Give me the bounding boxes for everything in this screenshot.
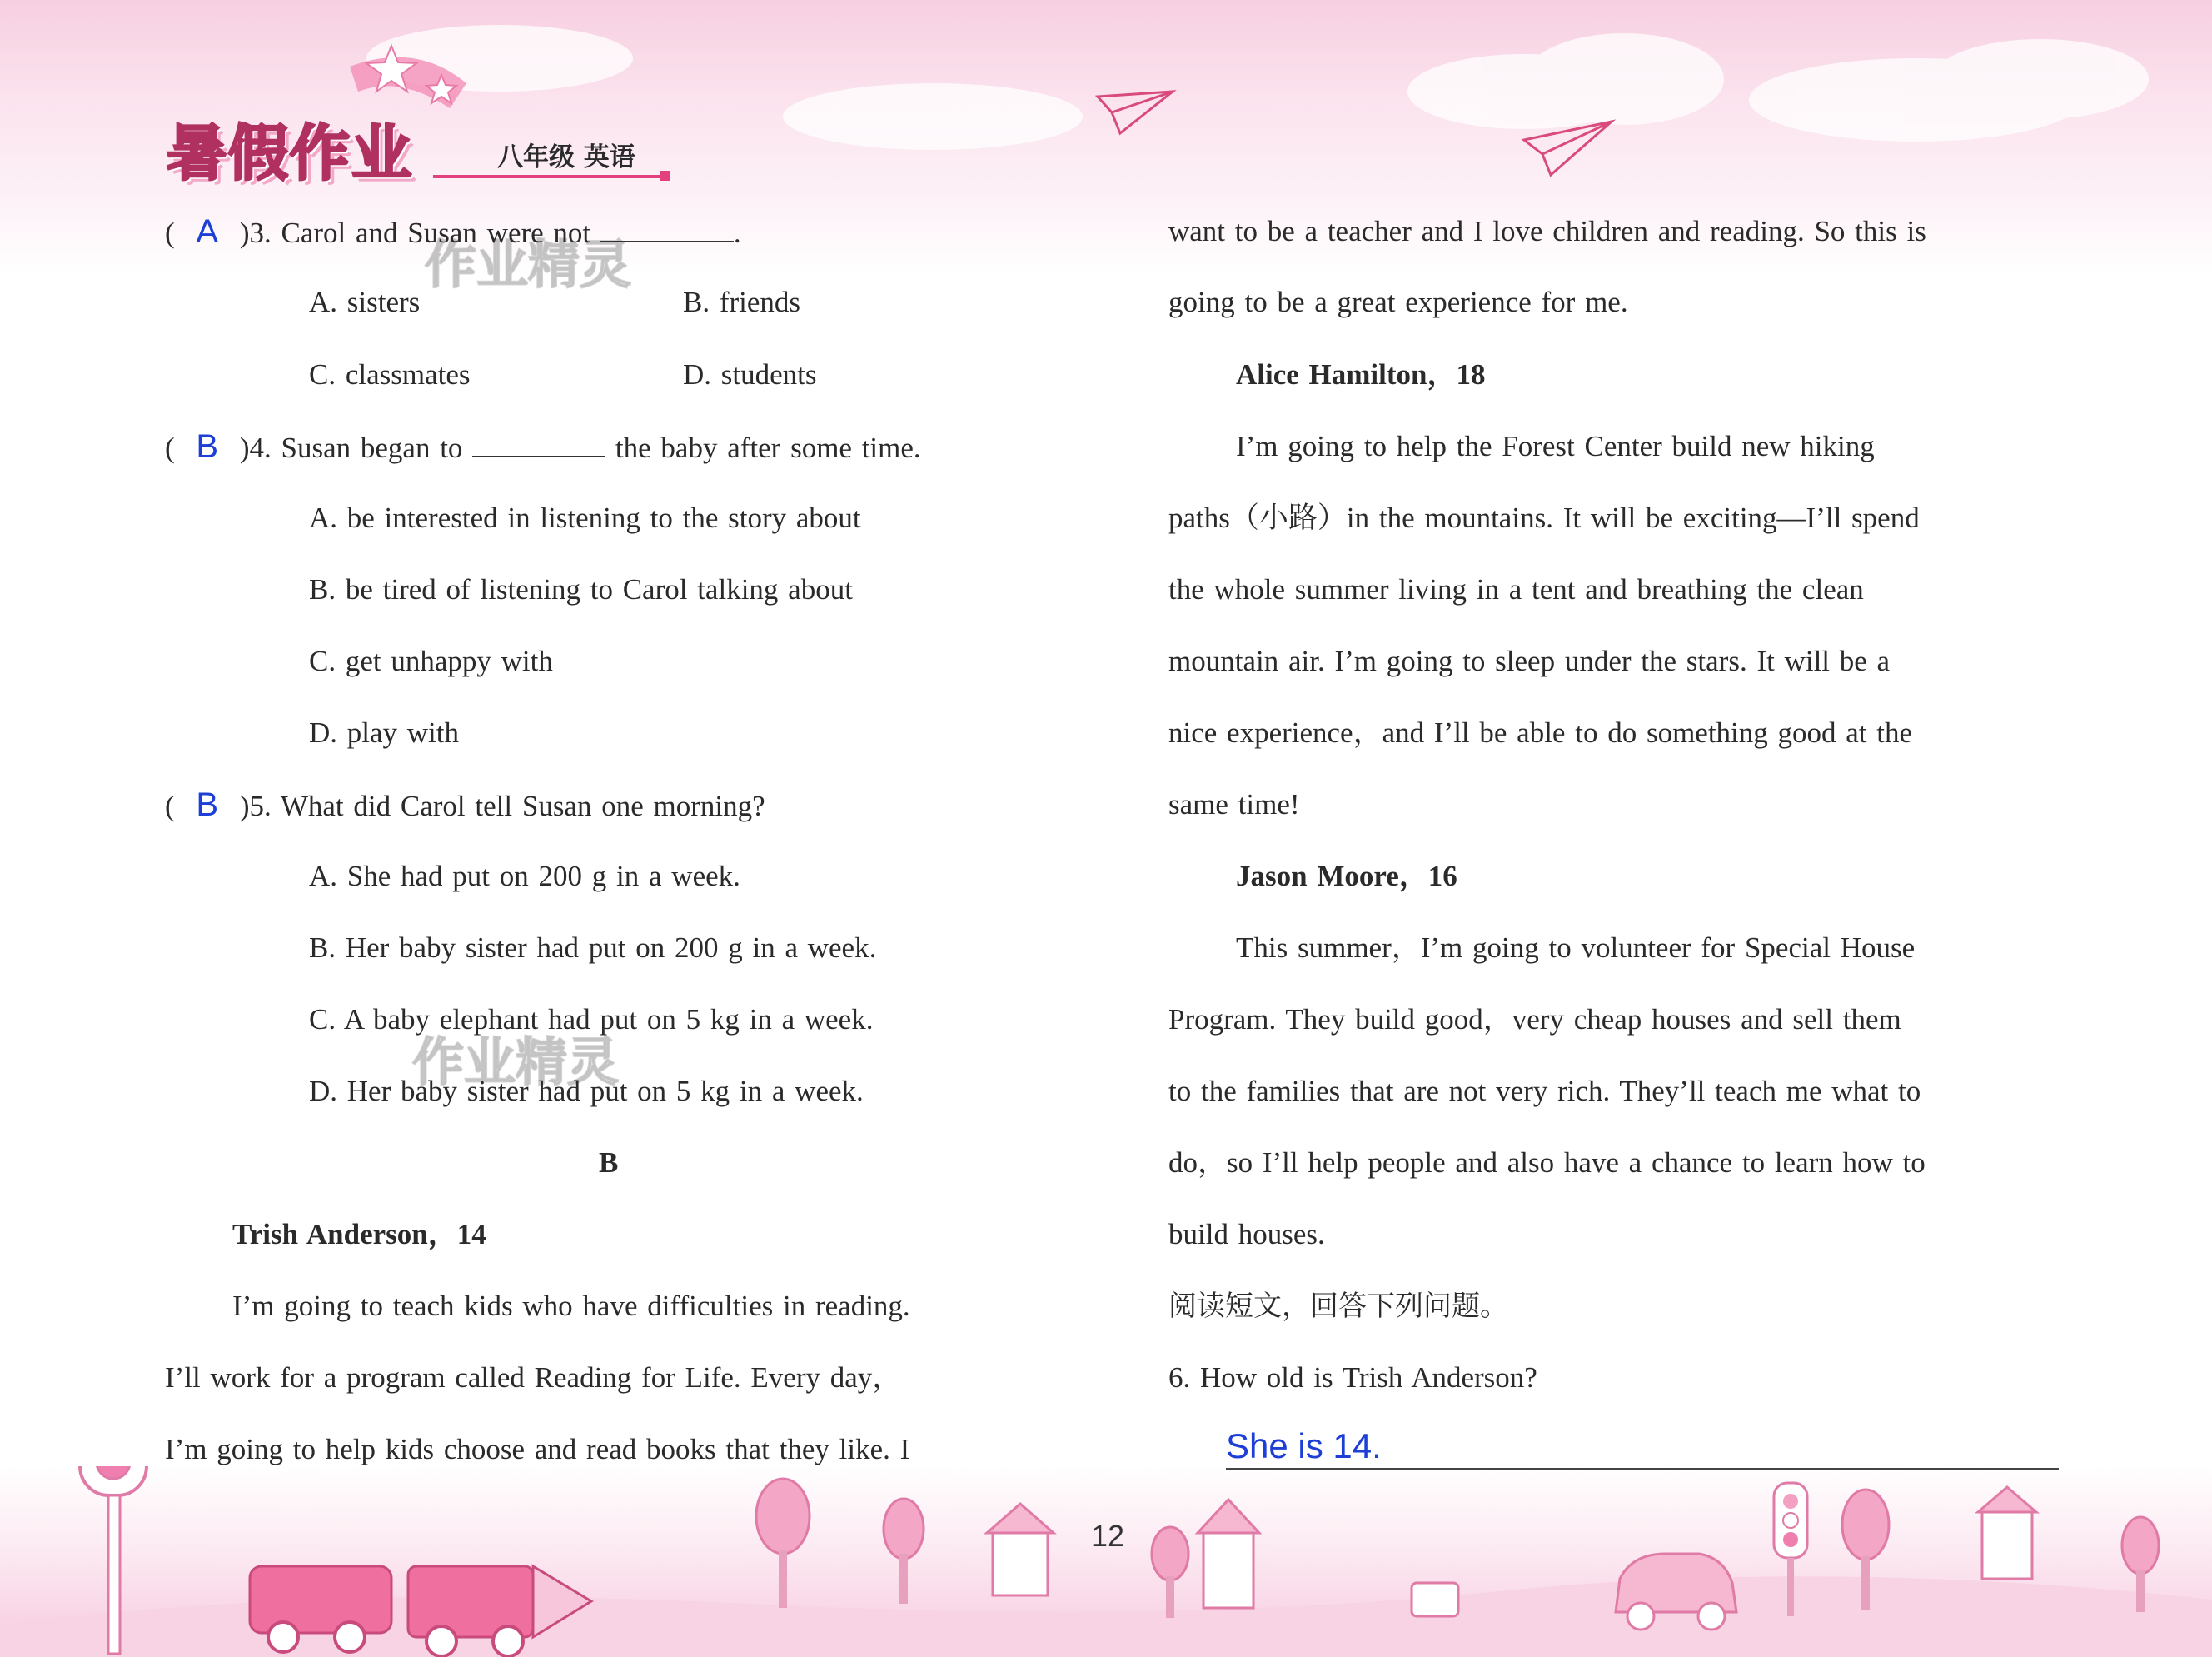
passage-line: paths（小路）in the mountains. It will be exciting—I’ll spend	[1168, 502, 1920, 534]
option: C. A baby elephant had put on 5 kg in a week.	[309, 1003, 874, 1036]
option: B. Her baby sister had put on 200 g in a week.	[309, 931, 877, 964]
footer-decoration	[0, 1466, 2212, 1657]
page-number: 12	[1091, 1519, 1125, 1553]
answer-letter: A	[196, 213, 219, 250]
option: C. get unhappy with	[309, 645, 553, 677]
passage-heading: Trish Anderson，14	[232, 1218, 486, 1250]
cloud-decoration	[366, 25, 2149, 150]
passage-line: same time!	[1168, 788, 1300, 821]
passage-line: I’m going to help kids choose and read books that they like. I	[165, 1433, 910, 1465]
option: D. students	[683, 358, 817, 391]
house-icon	[987, 1504, 1054, 1595]
passage-line: build houses.	[1168, 1218, 1325, 1250]
option: A. be interested in listening to the story about	[309, 502, 861, 534]
option: C. classmates	[309, 358, 471, 391]
question-5: ( B )5. What did Carol tell Susan one morning?	[165, 786, 765, 823]
blank-line	[472, 431, 605, 457]
section-label: B	[599, 1146, 619, 1179]
passage-line: do，so I’ll help people and also have a chance to learn how to	[1168, 1146, 1926, 1179]
option: A. She had put on 200 g in a week.	[309, 860, 740, 892]
watermark: 作业精灵	[425, 234, 632, 295]
paper-plane-icon	[1098, 92, 1173, 133]
grade-subject-label: 八年级 英语	[497, 142, 635, 172]
passage-line: the whole summer living in a tent and breathing the clean	[1168, 573, 1864, 606]
book-logo: 暑假作业	[167, 118, 414, 188]
passage-line: Program. They build good，very cheap houses and sell them	[1168, 1003, 1901, 1036]
option: D. Her baby sister had put on 5 kg in a week.	[309, 1075, 864, 1107]
tree-icon	[1152, 1527, 1188, 1618]
tree-icon	[884, 1499, 924, 1604]
answer-letter: B	[196, 428, 219, 465]
passage-line: to the families that are not very rich. They’ll teach me what to	[1168, 1075, 1921, 1107]
option: A. sisters	[309, 286, 421, 318]
passage-line: I’ll work for a program called Reading for Life. Every day，	[165, 1361, 902, 1394]
tree-icon	[756, 1479, 810, 1608]
passage-line: nice experience，and I’ll be able to do something good at the	[1168, 716, 1913, 749]
paper-plane-icon	[1524, 122, 1612, 175]
passage-heading: Alice Hamilton，18	[1236, 358, 1486, 391]
house-icon	[1198, 1500, 1259, 1608]
answer-letter: B	[196, 786, 219, 823]
passage-line: This summer，I’m going to volunteer for Special House	[1236, 931, 1916, 964]
option: B. friends	[683, 286, 801, 318]
answer-line[interactable]: She is 14.	[1226, 1425, 2059, 1470]
question-4: ( B )4. Susan began to the baby after some time.	[165, 428, 921, 465]
header-underline-dot	[660, 171, 670, 181]
instruction: 阅读短文，回答下列问题。	[1168, 1290, 1508, 1323]
question-3: ( A )3. Carol and Susan were not .	[165, 213, 741, 250]
passage-line: mountain air. I’m going to sleep under the stars. It will be a	[1168, 645, 1891, 677]
option: D. play with	[309, 716, 460, 749]
header-underline	[433, 175, 666, 178]
passage-line: want to be a teacher and I love children and reading. So this is	[1168, 215, 1926, 247]
passage-heading: Jason Moore，16	[1236, 860, 1457, 892]
house-icon	[1978, 1487, 2036, 1579]
passage-line: going to be a great experience for me.	[1168, 286, 1628, 318]
passage-line: I’m going to help the Forest Center build new hiking	[1236, 430, 1875, 462]
passage-line: I’m going to teach kids who have difficulties in reading.	[232, 1290, 910, 1322]
mailbox-icon	[1412, 1583, 1458, 1616]
option: B. be tired of listening to Carol talking about	[309, 573, 853, 606]
blank-line	[600, 216, 734, 242]
question-6: 6. How old is Trish Anderson?	[1168, 1361, 1537, 1394]
watermark: 作业精灵	[412, 1031, 620, 1092]
